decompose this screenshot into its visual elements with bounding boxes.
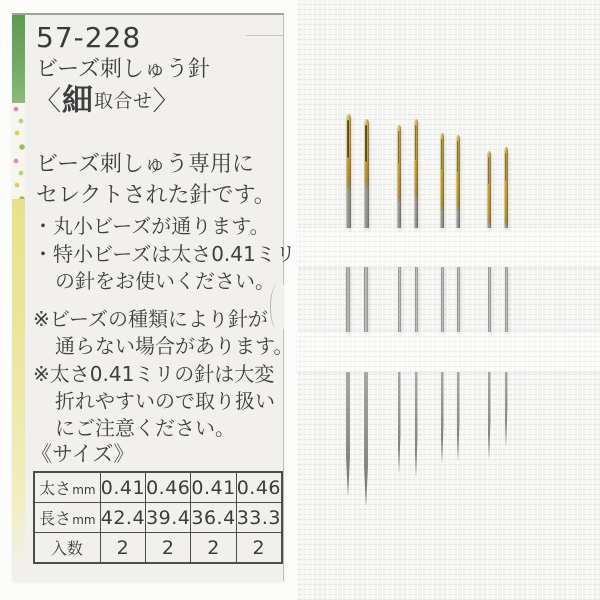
size-table-row-count: [34, 533, 282, 564]
needle-segA: [397, 125, 401, 228]
size-table-header-count: 入数: [34, 533, 100, 564]
size-table-cell: 0.41: [100, 472, 145, 503]
description-line-1: ビーズ刺しゅう専用に: [36, 152, 255, 177]
bullet-small-beads-line-2: の針をお使いください。: [55, 269, 275, 293]
description-line-2: セレクトされた針です。: [36, 183, 276, 208]
package-edge-art-yellow: [12, 199, 25, 569]
size-table-cell: 0.41: [191, 472, 236, 503]
product-code: 57-228: [36, 21, 142, 54]
size-table-header-length: 長さmm: [34, 503, 100, 533]
needle-segC: [441, 372, 444, 463]
needle-eye: [488, 157, 489, 184]
size-table-cell: 0.46: [236, 472, 282, 503]
needle-segB: [505, 267, 508, 332]
needle-segC: [505, 372, 508, 445]
needle-segA: [414, 119, 418, 228]
needle-segB: [346, 267, 350, 332]
note-fragile-line-1: ※太さ0.41ミリの針は大変: [33, 362, 275, 386]
needle-segC: [364, 372, 368, 505]
needle-segB: [398, 267, 401, 332]
note-bead-type-line-1: ※ビーズの種類により針が: [33, 307, 268, 331]
variant-emphasis: 細: [62, 83, 93, 119]
size-table-cell: 2: [146, 533, 191, 564]
package-fold-line: [246, 35, 283, 36]
needle-segA: [456, 135, 460, 228]
note-fragile-line-3: にご注意ください。: [55, 416, 235, 440]
size-table-header-thickness: 太さmm: [34, 472, 100, 503]
needle-eye: [347, 120, 349, 158]
size-table-cell: 2: [191, 533, 236, 564]
needle-eye: [415, 125, 416, 160]
note-bead-type-line-2: 通らない場合があります。: [55, 334, 294, 358]
bullet-small-beads-line-1: ・特小ビーズは太さ0.41ミリ: [33, 242, 296, 266]
needle-eye: [505, 153, 506, 181]
size-table-row-length: [34, 503, 282, 533]
note-fragile-line-2: 折れやすいので取り扱い: [55, 389, 275, 413]
needle-eye: [365, 125, 367, 162]
size-table-cell: 2: [100, 533, 145, 564]
needle-eye: [441, 139, 442, 170]
fabric-band-upper: [297, 228, 600, 267]
variant-close-bracket: 〉: [152, 85, 180, 117]
needle-segC: [415, 372, 418, 476]
package-edge-art-floral: [12, 103, 25, 199]
needle-segB: [364, 267, 368, 332]
size-table-cell: 42.4: [100, 503, 145, 533]
variant-label: [34, 81, 180, 121]
size-table-cell: 0.46: [146, 472, 191, 503]
variant-open-bracket: 〈: [34, 85, 61, 117]
size-table-cell: 33.3: [236, 503, 282, 533]
needle-segC: [457, 372, 460, 460]
needle-segA: [346, 114, 351, 228]
size-heading: 《サイズ》: [31, 442, 135, 466]
needle-eye: [398, 131, 399, 164]
needle-segB: [415, 267, 418, 332]
needle-photo: [297, 0, 600, 600]
size-table-cell: 39.4: [146, 503, 191, 533]
size-table-cell: 2: [236, 533, 282, 564]
needle-segC: [346, 372, 350, 495]
needle-eye: [457, 141, 458, 172]
needle-segC: [398, 372, 401, 472]
needle-segA: [364, 119, 369, 228]
variant-rest: 取合せ: [94, 89, 153, 112]
size-table: [33, 471, 283, 564]
size-table-row-thickness: [34, 472, 282, 503]
needle-segA: [487, 151, 491, 228]
needle-segA: [440, 133, 444, 228]
needle-segB: [488, 267, 491, 332]
needle-segC: [488, 372, 491, 458]
package-edge-art-green: [12, 15, 25, 103]
needle-segA: [504, 147, 508, 228]
fabric-band-lower: [297, 332, 600, 372]
needle-segB: [441, 267, 444, 332]
package-panel: [12, 13, 296, 581]
product-name: ビーズ刺しゅう針: [36, 57, 211, 82]
size-table-cell: 36.4: [191, 503, 236, 533]
bullet-round-beads: ・丸小ビーズが通ります。: [33, 214, 270, 238]
needle-segB: [457, 267, 460, 332]
